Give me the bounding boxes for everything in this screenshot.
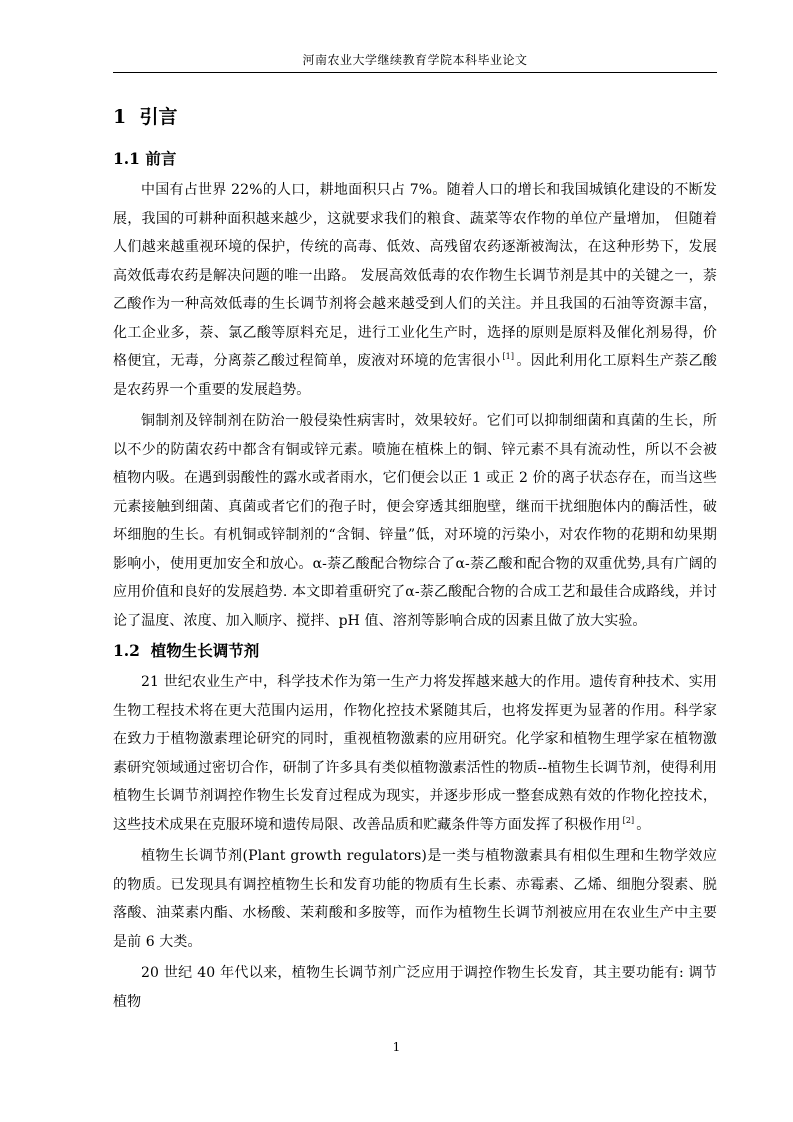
section-title: 前言 [145, 149, 177, 168]
section-number: 1.2 [113, 641, 140, 660]
section-heading-1-1 [113, 146, 717, 172]
paragraph-text-after: 。 [636, 816, 651, 833]
section-title: 植物生长调节剂 [150, 641, 260, 660]
citation: [1] [502, 352, 515, 362]
section-heading-1-2 [113, 638, 717, 664]
chapter-title: 引言 [139, 106, 178, 128]
paragraph [113, 959, 717, 1016]
section-number: 1.1 [113, 149, 140, 168]
chapter-number: 1 [113, 106, 127, 128]
paragraph [113, 842, 717, 956]
paragraph-text: 中国有占世界 22%的人口，耕地面积只占 7%。随着人口的增长和我国城镇化建设的不断发展，我国的可耕种面积越来越少，这就要求我们的粮食、蔬菜等农作物的单位产量增加， 但随着人们越来越重视环境的保护，传统的高毒、低效、高残留农药逐渐被淘汰，在这种形势下，发展高效低毒农药是解决问题的唯一出路。 发展高效低毒的农作物生长调节剂是其中的关键之一，萘乙酸作为一种高效低毒的生长调节剂将会越来越受到人们的关注。并且我国的石油等资源丰富，化工企业多，萘、氯乙酸等原料充足，进行工业化生产时，选择的原则是原料及催化剂易得，价格便宜，无毒，分离萘乙酸过程简单，废液对环境的危害很小 [113, 182, 717, 369]
running-header [113, 48, 717, 73]
page-number [0, 1040, 793, 1054]
paragraph-text: 21 世纪农业生产中，科学技术作为第一生产力将发挥越来越大的作用。遗传育种技术、实用生物工程技术将在更大范围内运用，作物化控技术紧随其后，也将发挥更为显著的作用。科学家在致力于植物激素理论研究的同时，重视植物激素的应用研究。化学家和植物生理学家在植物激素研究领域通过密切合作，研制了许多具有类似植物激素活性的物质--植物生长调节剂，使得利用植物生长调节剂调控作物生长发育过程成为现实，并逐步形成一整套成熟有效的作物化控技术，这些技术成果在克服环境和遗传局限、改善品质和贮藏条件等方面发挥了积极作用 [113, 674, 717, 833]
paragraph [113, 668, 717, 839]
paragraph-text: 铜制剂及锌制剂在防治一般侵染性病害时，效果较好。它们可以抑制细菌和真菌的生长，所以不少的防菌农药中都含有铜或锌元素。喷施在植株上的铜、锌元素不具有流动性，所以不会被植物内吸。在遇到弱酸性的露水或者雨水，它们便会以正 1 或正 2 价的离子状态存在，而当这些元素接触到细菌、真菌或者它们的孢子时，便会穿透其细胞壁，继而干扰细胞体内的酶活性，破坏细胞的生长。有机铜或锌制剂的“含铜、锌量”低，对环境的污染小，对农作物的花期和幼果期影响小，使用更加安全和放心。α-萘乙酸配合物综合了α-萘乙酸和配合物的双重优势,具有广阔的应用价值和良好的发展趋势. 本文即着重研究了α-萘乙酸配合物的合成工艺和最佳合成路线，并讨论了温度、浓度、加入顺序、搅拌、pH 值、溶剂等影响合成的因素且做了放大实验。 [113, 413, 717, 629]
paragraph-text-after: 。因此利用化工原料生产萘乙酸是农药界一个重要的发展趋势。 [113, 353, 717, 398]
paragraph-text: 20 世纪 40 年代以来，植物生长调节剂广泛应用于调控作物生长发育，其主要功能有: 调节植物 [113, 965, 717, 1010]
citation: [2] [622, 815, 635, 825]
paragraph [113, 407, 717, 635]
paragraph-text: 植物生长调节剂(Plant growth regulators)是一类与植物激素具有相似生理和生物学效应的物质。已发现具有调控植物生长和发育功能的物质有生长素、赤霉素、乙烯、细胞分裂素、脱落酸、油菜素内酯、水杨酸、茉莉酸和多胺等，而作为植物生长调节剂被应用在农业生产中主要是前 6 大类。 [113, 848, 717, 950]
page-number-text: 1 [392, 1040, 401, 1054]
page-body [113, 104, 717, 1019]
header-title: 河南农业大学继续教育学院本科毕业论文 [302, 53, 528, 67]
chapter-heading [113, 104, 717, 130]
paragraph [113, 176, 717, 404]
